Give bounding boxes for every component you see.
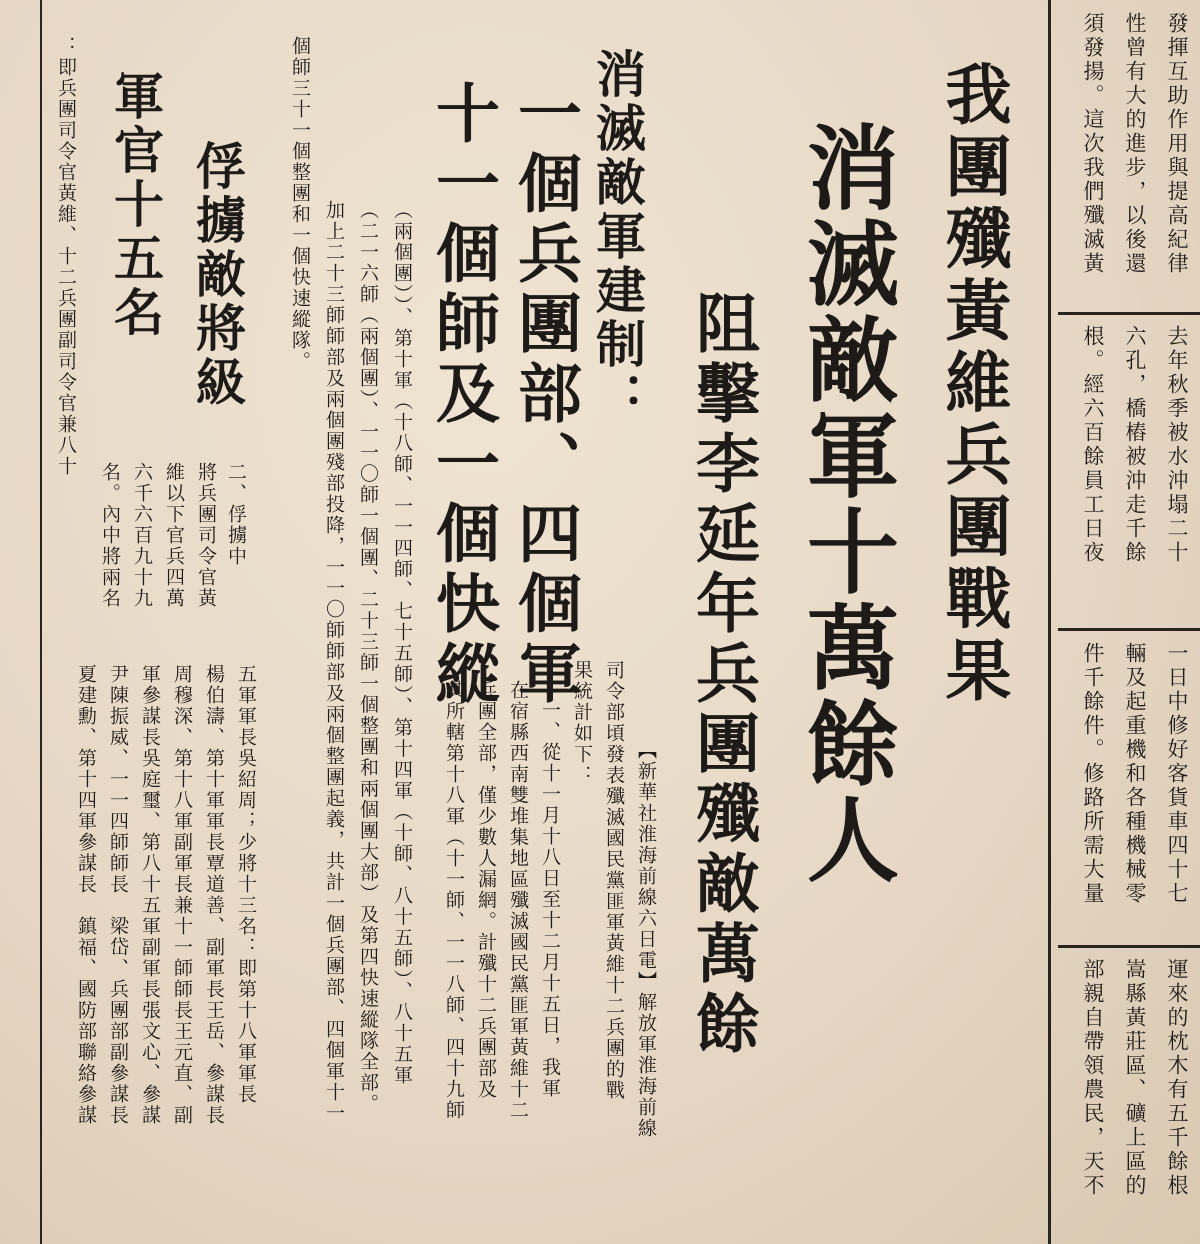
generals-subhead-line-2: 軍官十五名 xyxy=(106,70,165,340)
structure-detail-line-4: 個師三十一個整團和一個快速縱隊。 xyxy=(289,36,311,372)
captured-lower-line-4: 軍參謀長吳庭璽、第八十五軍副軍長張文心、參謀 xyxy=(139,664,161,1126)
headline-main: 消滅敵軍十萬餘人 xyxy=(792,120,900,888)
column-divider-right xyxy=(1048,0,1051,1244)
right-column-rule-3 xyxy=(1058,945,1200,948)
structure-subhead-line-1: 一個兵團部、四個軍 xyxy=(507,80,582,710)
right-column-lower-line-1: 一日中修好客貨車四十七 xyxy=(1165,642,1189,906)
structure-detail-line-2: （二一六師（兩個團）、一一〇師一個團、二十三師一個整團和兩個團大部）及第四快速縱隊全部。 xyxy=(357,200,379,1115)
captured-line-3: 維以下官兵四萬 xyxy=(163,462,185,609)
structure-subhead-line-2: 十一個師及一個快縱 xyxy=(425,80,500,710)
captured-line-4: 六千六百九十九 xyxy=(131,462,153,609)
right-column-rule-1 xyxy=(1058,312,1200,315)
captured-lower-line-2: 楊伯濤、第十軍軍長覃道善、副軍長王岳、參謀長 xyxy=(203,664,225,1126)
dispatch-line-7: 其所轄第十八軍（十一師、一一八師、四十九師 xyxy=(443,680,465,1121)
dispatch-line-4: 一、從十一月十八日至十二月十五日，我軍 xyxy=(539,700,561,1099)
right-column-bottom-line-1: 運來的枕木有五千餘根 xyxy=(1165,958,1189,1198)
right-column-middle-line-1: 去年秋季被水沖塌二十 xyxy=(1165,325,1189,565)
dispatch-line-3: 果統計如下： xyxy=(571,660,593,786)
structure-detail-line-3: 加上二十三師師部及兩個團殘部投降，一一〇師師部及兩個整團起義，共計一個兵團部、四個軍十一 xyxy=(323,200,345,1124)
dispatch-line-1: 【新華社淮海前線六日電】解放軍淮海前線 xyxy=(635,740,657,1139)
headline-second: 阻擊李延年兵團殲敵萬餘 xyxy=(685,290,760,1060)
right-column-lower-line-2: 輛及起重機和各種機械零 xyxy=(1123,642,1147,906)
right-column-middle-line-2: 六孔，橋樁被沖走千餘 xyxy=(1123,325,1147,565)
right-column-top-line-3: 須發揚。這次我們殲滅黃 xyxy=(1081,12,1105,276)
column-divider-left xyxy=(40,0,42,1244)
right-column-bottom-line-3: 部親自帶領農民，天不 xyxy=(1081,958,1105,1198)
dispatch-line-5: 在宿縣西南雙堆集地區殲滅國民黨匪軍黃維十二 xyxy=(507,680,529,1121)
captured-line-2: 將兵團司令官黃 xyxy=(195,462,217,609)
captured-lower-line-6: 夏建勳、第十四軍參謀長 鎮福、國防部聯絡參謀 xyxy=(75,664,97,1126)
right-column-top-line-2: 性曾有大的進步，以後還 xyxy=(1123,12,1147,276)
leftmost-line-1: ：即兵團司令官黃維、十二兵團副司令官兼八十 xyxy=(55,36,77,477)
dispatch-line-6: 兵團全部，僅少數人漏網。計殲十二兵團部及 xyxy=(475,680,497,1100)
structure-subhead-title: 消滅敵軍建制： xyxy=(588,48,647,426)
captured-line-1: 二、俘擄中 xyxy=(225,462,247,567)
captured-lower-line-5: 尹陳振威、一一四師師長 梁岱、兵團部副參謀長 xyxy=(107,664,129,1126)
right-column-middle-line-3: 根。經六百餘員工日夜 xyxy=(1081,325,1105,565)
captured-lower-line-1: 五軍軍長吳紹周；少將十三名：即第十八軍軍長 xyxy=(235,664,257,1105)
right-column-rule-2 xyxy=(1058,628,1200,631)
right-column-lower-line-3: 件千餘件。修路所需大量 xyxy=(1081,642,1105,906)
dispatch-line-2: 司令部頃發表殲滅國民黨匪軍黃維十二兵團的戰 xyxy=(603,660,625,1101)
headline-kicker: 我團殲黃維兵團戰果 xyxy=(934,60,1012,708)
right-column-top-line-1: 發揮互助作用與提高紀律 xyxy=(1165,12,1189,276)
generals-subhead-line-1: 俘擄敵將級 xyxy=(188,140,247,410)
captured-line-5: 名。內中將兩名 xyxy=(99,462,121,609)
right-column-bottom-line-2: 嵩縣黃莊區、礦上區的 xyxy=(1123,958,1147,1198)
structure-detail-line-1: （兩個團））、第十軍（十八師、一一四師、七十五師）、第十四軍（十師、八十五師）、八十五軍 xyxy=(391,200,413,1086)
captured-lower-line-3: 周穆深、第十八軍副軍長兼十一師師長王元直、副 xyxy=(171,664,193,1126)
